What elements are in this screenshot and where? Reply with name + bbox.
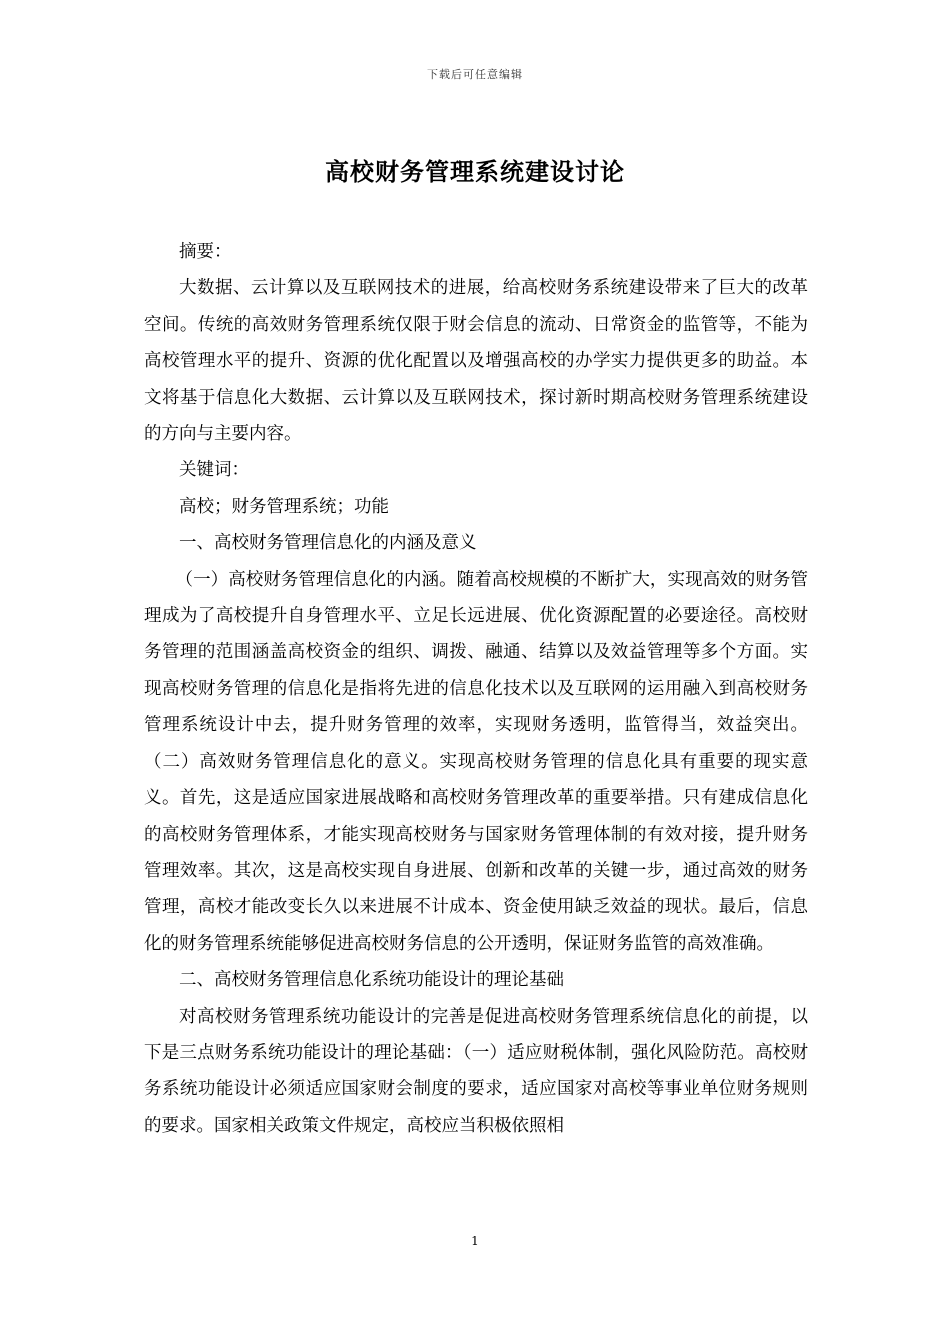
header-note: 下载后可任意编辑: [427, 68, 523, 81]
body-paragraph-2: 对高校财务管理系统功能设计的完善是促进高校财务管理系统信息化的前提，以下是三点财务系统功能设计的理论基础：（一）适应财税体制，强化风险防范。高校财务系统功能设计必须适应国家财会制度的要求，适应国家对高校等事业单位财务规则的要求。国家相关政策文件规定，高校应当积极依照相: [144, 1006, 808, 1136]
abstract-paragraph: 大数据、云计算以及互联网技术的进展，给高校财务系统建设带来了巨大的改革空间。传统的高效财务管理系统仅限于财会信息的流动、日常资金的监管等，不能为高校管理水平的提升、资源的优化配置以及增强高校的办学实力提供更多的助益。本文将基于信息化大数据、云计算以及互联网技术，探讨新时期高校财务管理系统建设的方向与主要内容。: [144, 278, 808, 445]
section-heading-1: 一、高校财务管理信息化的内涵及意义: [179, 533, 477, 554]
page-number: 1: [471, 1234, 479, 1248]
section-heading-2: 二、高校财务管理信息化系统功能设计的理论基础: [179, 970, 564, 991]
document-body: [144, 234, 808, 1144]
keywords-text: 高校；财务管理系统；功能: [179, 496, 389, 517]
abstract-label: 摘要：: [179, 242, 232, 262]
keywords-label: 关键词：: [179, 460, 249, 481]
document-title: 高校财务管理系统建设讨论: [325, 157, 625, 186]
body-paragraph-1: （一）高校财务管理信息化的内涵。随着高校规模的不断扩大，实现高效的财务管理成为了高校提升自身管理水平、立足长远进展、优化资源配置的必要途径。高校财务管理的范围涵盖高校资金的组织、调拨、融通、结算以及效益管理等多个方面。实现高校财务管理的信息化是指将先进的信息化技术以及互联网的运用融入到高校财务管理系统设计中去，提升财务管理的效率，实现财务透明，监管得当，效益突出。（二）高效财务管理信息化的意义。实现高校财务管理的信息化具有重要的现实意义。首先，这是适应国家进展战略和高校财务管理改革的重要举措。只有建成信息化的高校财务管理体系，才能实现高校财务与国家财务管理体制的有效对接，提升财务管理效率。其次，这是高校实现自身进展、创新和改革的关键一步，通过高效的财务管理，高校才能改变长久以来进展不计成本、资金使用缺乏效益的现状。最后，信息化的财务管理系统能够促进高校财务信息的公开透明，保证财务监管的高效准确。: [144, 569, 808, 954]
